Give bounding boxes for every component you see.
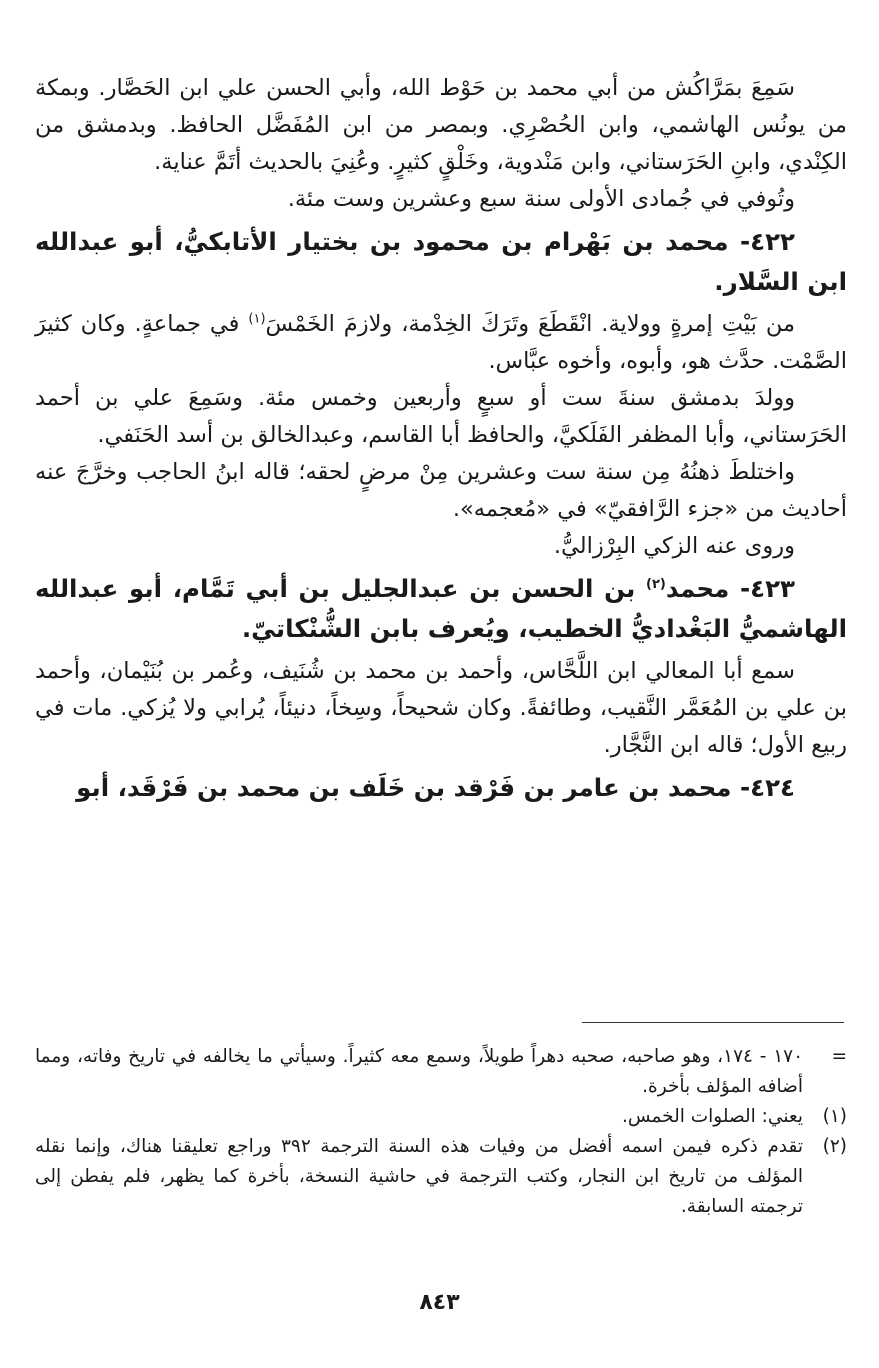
text-run: في جماعةٍ. وكان كثيرَ الصَّمْت. حدَّث هو، وأبوه، وأخوه عبَّاس. xyxy=(35,311,847,374)
paragraph: وولدَ بدمشق سنةَ ست أو سبعٍ وأربعين وخمس مئة. وسَمِعَ علي بن أحمد الحَرَستاني، وأبا المظفر الفَلَكيَّ، والحافظ أبا القاسم، وعبدالخالق بن أسد الحَنَفي. xyxy=(35,385,847,448)
footnote-text: تقدم ذكره فيمن اسمه أفضل من وفيات هذه السنة الترجمة ٣٩٢ وراجع تعليقنا هناك، وإنما نقله المؤلف من تاريخ ابن النجار، وكتب الترجمة في حاشية النسخة، بأخرة كما يظهر، فلم يفطن إلى ترجمته السابقة. xyxy=(35,1136,803,1217)
paragraph: سمع أبا المعالي ابن اللَّحَّاس، وأحمد بن محمد بن شُنَيف، وعُمر بن بُنَيْمان، وأحمد بن علي بن المُعَمَّر النَّقيب، وطائفةً. وكان شحيحاً، وسِخاً، دنيئاً، يُرابي ولا يُزكي. مات في ربيع الأول؛ قاله ابن النَّجَّار. xyxy=(35,658,847,758)
footnotes xyxy=(35,1042,847,1222)
paragraph-with-footnote xyxy=(35,306,847,380)
footnote-ref: (٢) xyxy=(646,576,666,592)
page-number: ٨٤٣ xyxy=(419,1290,460,1315)
entry-heading-424: ٤٢٤- محمد بن عامر بن فَرْقد بن خَلَف بن محمد بن فَرْقَد، أبو xyxy=(76,773,795,802)
footnote-text: يعني: الصلوات الخمس. xyxy=(621,1106,803,1127)
footnote-mark: (١) xyxy=(822,1106,847,1127)
entry-heading-423 xyxy=(35,569,847,649)
footnote xyxy=(35,1102,847,1132)
footnote-text: ١٧٠ - ١٧٤، وهو صاحبه، صحبه دهراً طويلاً، وسمع معه كثيراً. وسيأتي ما يخالفه في تاريخ وفاته، ومما أضافه المؤلف بأخرة. xyxy=(35,1046,804,1097)
footnote-mark: (٢) xyxy=(822,1136,847,1157)
footnote-mark: = xyxy=(831,1046,847,1067)
paragraph: وتُوفي في جُمادى الأولى سنة سبع وعشرين وست مئة. xyxy=(287,186,795,212)
entry-heading-422: ٤٢٢- محمد بن بَهْرام بن محمود بن بختيار الأتابكيُّ، أبو عبدالله ابن السَّلار. xyxy=(35,227,847,296)
footnote xyxy=(35,1132,847,1222)
footnote-divider xyxy=(582,1022,844,1023)
text-run: ٤٢٣- محمد xyxy=(665,574,795,603)
paragraph: واختلطَ ذهنُهُ مِن سنة ست وعشرين مِنْ مرضٍ لحقه؛ قاله ابنُ الحاجب وخرَّجَ عنه أحاديث من «جزء الرَّافقيّ» في «مُعجمه». xyxy=(35,459,847,522)
page-body xyxy=(35,70,847,812)
text-run: بن الحسن بن عبدالجليل بن أبي تَمَّام، أبو عبدالله الهاشميُّ البَغْداديُّ الخطيب، ويُعرف بابن الشُّنْكاتيّ. xyxy=(35,574,847,643)
footnote xyxy=(35,1042,847,1102)
text-run: من بَيْتِ إمرةٍ وولاية. انْقَطَعَ وتَرَكَ الخِدْمة، ولازمَ الخَمْسَ xyxy=(265,311,795,337)
footnote-ref: (١) xyxy=(248,311,266,327)
paragraph: وروى عنه الزكي البِرْزاليُّ. xyxy=(553,533,795,559)
paragraph: سَمِعَ بمَرَّاكُش من أبي محمد بن حَوْط الله، وأبي الحسن علي ابن الحَصَّار. وبمكة من يونُس الهاشمي، وابن الحُصْرِي. وبمصر من ابن المُفَضَّل الحافظ. وبدمشق من الكِنْدي، وابنِ الحَرَستاني، وابن مَنْدوية، وخَلْقٍ كثيرٍ. وعُنِيَ بالحديث أتَمَّ عناية. xyxy=(35,75,847,175)
